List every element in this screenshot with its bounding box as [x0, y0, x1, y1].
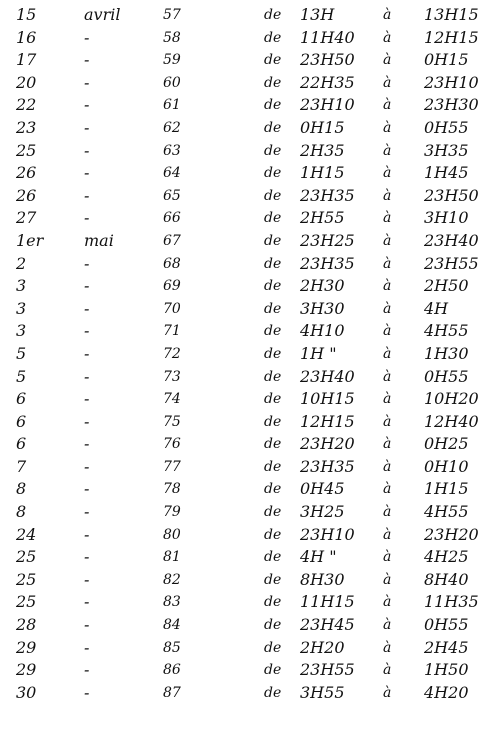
- start-time: 1H ": [300, 343, 337, 363]
- day-cell: 6: [16, 389, 27, 409]
- table-row: [0, 27, 500, 50]
- end-time: 23H40: [424, 230, 479, 250]
- table-row: [0, 433, 500, 456]
- month-cell: avril: [84, 5, 121, 24]
- day-cell: 6: [16, 411, 27, 431]
- month-cell: -: [84, 321, 90, 341]
- from-word: de: [264, 278, 282, 295]
- day-cell: 25: [16, 592, 37, 612]
- day-cell: 28: [16, 615, 37, 635]
- from-word: de: [264, 165, 282, 182]
- from-word: de: [264, 458, 282, 475]
- table-row: [0, 569, 500, 592]
- from-word: de: [264, 300, 282, 317]
- entry-number: 85: [163, 639, 181, 656]
- table-row: [0, 140, 500, 163]
- entry-number: 76: [163, 436, 181, 453]
- day-cell: 20: [16, 72, 37, 92]
- from-word: de: [264, 526, 282, 543]
- end-time: 3H35: [424, 140, 469, 160]
- day-cell: 7: [16, 456, 27, 476]
- entry-number: 82: [163, 571, 181, 588]
- table-row: [0, 94, 500, 117]
- entry-number: 77: [163, 458, 181, 475]
- entry-number: 66: [163, 210, 181, 227]
- month-cell: -: [84, 389, 90, 409]
- from-word: de: [264, 345, 282, 362]
- from-word: de: [264, 29, 282, 46]
- month-cell: -: [84, 479, 90, 499]
- table-row: [0, 411, 500, 434]
- end-time: 4H: [424, 298, 449, 318]
- start-time: 2H30: [300, 276, 345, 296]
- entry-number: 75: [163, 413, 181, 430]
- from-word: de: [264, 52, 282, 69]
- month-cell: -: [84, 298, 90, 318]
- start-time: 2H55: [300, 208, 345, 228]
- from-word: de: [264, 662, 282, 679]
- table-row: [0, 117, 500, 140]
- end-time: 4H55: [424, 502, 469, 522]
- end-time: 4H55: [424, 321, 469, 341]
- end-time: 1H50: [424, 660, 469, 680]
- day-cell: 2: [16, 253, 27, 273]
- table-row: [0, 614, 500, 637]
- to-word: à: [383, 300, 392, 317]
- table-row: [0, 320, 500, 343]
- day-cell: 3: [16, 298, 27, 318]
- start-time: 23H20: [300, 434, 355, 454]
- month-cell: -: [84, 592, 90, 612]
- start-time: 13H: [300, 5, 335, 24]
- start-time: 23H35: [300, 253, 355, 273]
- from-word: de: [264, 210, 282, 227]
- month-cell: -: [84, 50, 90, 70]
- from-word: de: [264, 684, 282, 701]
- table-row: [0, 546, 500, 569]
- start-time: 3H55: [300, 682, 345, 702]
- end-time: 10H20: [424, 389, 479, 409]
- table-row: [0, 253, 500, 276]
- start-time: 4H10: [300, 321, 345, 341]
- entry-number: 64: [163, 165, 181, 182]
- end-time: 0H10: [424, 456, 469, 476]
- to-word: à: [383, 639, 392, 656]
- month-cell: -: [84, 208, 90, 228]
- start-time: 0H15: [300, 117, 345, 137]
- table-row: [0, 207, 500, 230]
- entry-number: 69: [163, 278, 181, 295]
- table-row: [0, 659, 500, 682]
- month-cell: -: [84, 95, 90, 115]
- start-time: 23H10: [300, 524, 355, 544]
- day-cell: 6: [16, 434, 27, 454]
- time-log-table: [0, 4, 500, 704]
- day-cell: 25: [16, 140, 37, 160]
- entry-number: 58: [163, 29, 181, 46]
- day-cell: 25: [16, 569, 37, 589]
- entry-number: 71: [163, 323, 181, 340]
- start-time: 0H45: [300, 479, 345, 499]
- to-word: à: [383, 323, 392, 340]
- table-row: [0, 230, 500, 253]
- start-time: 23H45: [300, 615, 355, 635]
- day-cell: 25: [16, 547, 37, 567]
- to-word: à: [383, 119, 392, 136]
- month-cell: -: [84, 185, 90, 205]
- start-time: 22H35: [300, 72, 355, 92]
- table-row: [0, 4, 500, 27]
- start-time: 11H15: [300, 592, 355, 612]
- to-word: à: [383, 391, 392, 408]
- end-time: 0H55: [424, 366, 469, 386]
- from-word: de: [264, 413, 282, 430]
- entry-number: 70: [163, 300, 181, 317]
- month-cell: -: [84, 615, 90, 635]
- to-word: à: [383, 368, 392, 385]
- table-row: [0, 72, 500, 95]
- table-row: [0, 366, 500, 389]
- from-word: de: [264, 232, 282, 249]
- end-time: 12H15: [424, 27, 479, 47]
- day-cell: 3: [16, 276, 27, 296]
- to-word: à: [383, 413, 392, 430]
- day-cell: 24: [16, 524, 37, 544]
- from-word: de: [264, 142, 282, 159]
- end-time: 3H10: [424, 208, 469, 228]
- to-word: à: [383, 481, 392, 498]
- entry-number: 87: [163, 684, 181, 701]
- entry-number: 57: [163, 7, 181, 23]
- entry-number: 83: [163, 594, 181, 611]
- day-cell: 15: [16, 5, 37, 24]
- day-cell: 26: [16, 185, 37, 205]
- entry-number: 79: [163, 504, 181, 521]
- to-word: à: [383, 594, 392, 611]
- end-time: 23H50: [424, 185, 479, 205]
- table-row: [0, 298, 500, 321]
- month-cell: -: [84, 253, 90, 273]
- entry-number: 65: [163, 187, 181, 204]
- day-cell: 8: [16, 479, 27, 499]
- month-cell: -: [84, 434, 90, 454]
- start-time: 23H40: [300, 366, 355, 386]
- end-time: 4H25: [424, 547, 469, 567]
- day-cell: 22: [16, 95, 37, 115]
- from-word: de: [264, 549, 282, 566]
- entry-number: 78: [163, 481, 181, 498]
- day-cell: 23: [16, 117, 37, 137]
- start-time: 23H25: [300, 230, 355, 250]
- end-time: 23H10: [424, 72, 479, 92]
- table-row: [0, 637, 500, 660]
- to-word: à: [383, 210, 392, 227]
- entry-number: 68: [163, 255, 181, 272]
- table-row: [0, 343, 500, 366]
- month-cell: mai: [84, 230, 114, 250]
- end-time: 13H15: [424, 5, 479, 24]
- month-cell: -: [84, 547, 90, 567]
- end-time: 1H45: [424, 163, 469, 183]
- from-word: de: [264, 436, 282, 453]
- table-row: [0, 478, 500, 501]
- end-time: 0H15: [424, 50, 469, 70]
- from-word: de: [264, 187, 282, 204]
- start-time: 1H15: [300, 163, 345, 183]
- to-word: à: [383, 504, 392, 521]
- entry-number: 59: [163, 52, 181, 69]
- from-word: de: [264, 504, 282, 521]
- to-word: à: [383, 187, 392, 204]
- to-word: à: [383, 52, 392, 69]
- to-word: à: [383, 436, 392, 453]
- end-time: 23H55: [424, 253, 479, 273]
- month-cell: -: [84, 140, 90, 160]
- entry-number: 73: [163, 368, 181, 385]
- from-word: de: [264, 617, 282, 634]
- from-word: de: [264, 119, 282, 136]
- month-cell: -: [84, 502, 90, 522]
- table-row: [0, 275, 500, 298]
- table-row: [0, 49, 500, 72]
- day-cell: 26: [16, 163, 37, 183]
- to-word: à: [383, 7, 392, 23]
- table-row: [0, 185, 500, 208]
- end-time: 0H55: [424, 615, 469, 635]
- to-word: à: [383, 549, 392, 566]
- month-cell: -: [84, 27, 90, 47]
- entry-number: 72: [163, 345, 181, 362]
- entry-number: 62: [163, 119, 181, 136]
- to-word: à: [383, 165, 392, 182]
- month-cell: -: [84, 682, 90, 702]
- to-word: à: [383, 345, 392, 362]
- from-word: de: [264, 7, 282, 23]
- from-word: de: [264, 594, 282, 611]
- end-time: 12H40: [424, 411, 479, 431]
- from-word: de: [264, 368, 282, 385]
- day-cell: 8: [16, 502, 27, 522]
- end-time: 23H30: [424, 95, 479, 115]
- start-time: 23H50: [300, 50, 355, 70]
- from-word: de: [264, 97, 282, 114]
- start-time: 4H ": [300, 547, 337, 567]
- end-time: 0H55: [424, 117, 469, 137]
- month-cell: -: [84, 456, 90, 476]
- end-time: 8H40: [424, 569, 469, 589]
- month-cell: -: [84, 411, 90, 431]
- entry-number: 63: [163, 142, 181, 159]
- month-cell: -: [84, 569, 90, 589]
- start-time: 12H15: [300, 411, 355, 431]
- from-word: de: [264, 255, 282, 272]
- end-time: 4H20: [424, 682, 469, 702]
- month-cell: -: [84, 276, 90, 296]
- to-word: à: [383, 232, 392, 249]
- month-cell: -: [84, 163, 90, 183]
- entry-number: 86: [163, 662, 181, 679]
- end-time: 2H45: [424, 637, 469, 657]
- entry-number: 61: [163, 97, 181, 114]
- table-row: [0, 682, 500, 705]
- entry-number: 81: [163, 549, 181, 566]
- day-cell: 5: [16, 366, 27, 386]
- from-word: de: [264, 571, 282, 588]
- day-cell: 29: [16, 637, 37, 657]
- from-word: de: [264, 323, 282, 340]
- end-time: 0H25: [424, 434, 469, 454]
- start-time: 3H25: [300, 502, 345, 522]
- table-row: [0, 388, 500, 411]
- start-time: 23H35: [300, 185, 355, 205]
- to-word: à: [383, 74, 392, 91]
- table-row: [0, 524, 500, 547]
- end-time: 1H15: [424, 479, 469, 499]
- to-word: à: [383, 29, 392, 46]
- day-cell: 17: [16, 50, 37, 70]
- day-cell: 29: [16, 660, 37, 680]
- from-word: de: [264, 391, 282, 408]
- end-time: 1H30: [424, 343, 469, 363]
- start-time: 2H35: [300, 140, 345, 160]
- from-word: de: [264, 481, 282, 498]
- day-cell: 27: [16, 208, 37, 228]
- month-cell: -: [84, 117, 90, 137]
- start-time: 11H40: [300, 27, 355, 47]
- table-row: [0, 162, 500, 185]
- start-time: 23H10: [300, 95, 355, 115]
- day-cell: 30: [16, 682, 37, 702]
- month-cell: -: [84, 343, 90, 363]
- day-cell: 3: [16, 321, 27, 341]
- start-time: 2H20: [300, 637, 345, 657]
- end-time: 11H35: [424, 592, 479, 612]
- day-cell: 1er: [16, 230, 44, 250]
- from-word: de: [264, 639, 282, 656]
- start-time: 10H15: [300, 389, 355, 409]
- to-word: à: [383, 278, 392, 295]
- day-cell: 16: [16, 27, 37, 47]
- entry-number: 67: [163, 232, 181, 249]
- to-word: à: [383, 526, 392, 543]
- start-time: 23H35: [300, 456, 355, 476]
- entry-number: 74: [163, 391, 181, 408]
- to-word: à: [383, 97, 392, 114]
- to-word: à: [383, 684, 392, 701]
- end-time: 23H20: [424, 524, 479, 544]
- table-row: [0, 591, 500, 614]
- table-row: [0, 456, 500, 479]
- to-word: à: [383, 617, 392, 634]
- month-cell: -: [84, 366, 90, 386]
- month-cell: -: [84, 524, 90, 544]
- day-cell: 5: [16, 343, 27, 363]
- start-time: 3H30: [300, 298, 345, 318]
- to-word: à: [383, 142, 392, 159]
- month-cell: -: [84, 72, 90, 92]
- month-cell: -: [84, 637, 90, 657]
- start-time: 8H30: [300, 569, 345, 589]
- entry-number: 80: [163, 526, 181, 543]
- start-time: 23H55: [300, 660, 355, 680]
- to-word: à: [383, 571, 392, 588]
- to-word: à: [383, 662, 392, 679]
- from-word: de: [264, 74, 282, 91]
- month-cell: -: [84, 660, 90, 680]
- to-word: à: [383, 255, 392, 272]
- table-row: [0, 501, 500, 524]
- end-time: 2H50: [424, 276, 469, 296]
- to-word: à: [383, 458, 392, 475]
- entry-number: 84: [163, 617, 181, 634]
- entry-number: 60: [163, 74, 181, 91]
